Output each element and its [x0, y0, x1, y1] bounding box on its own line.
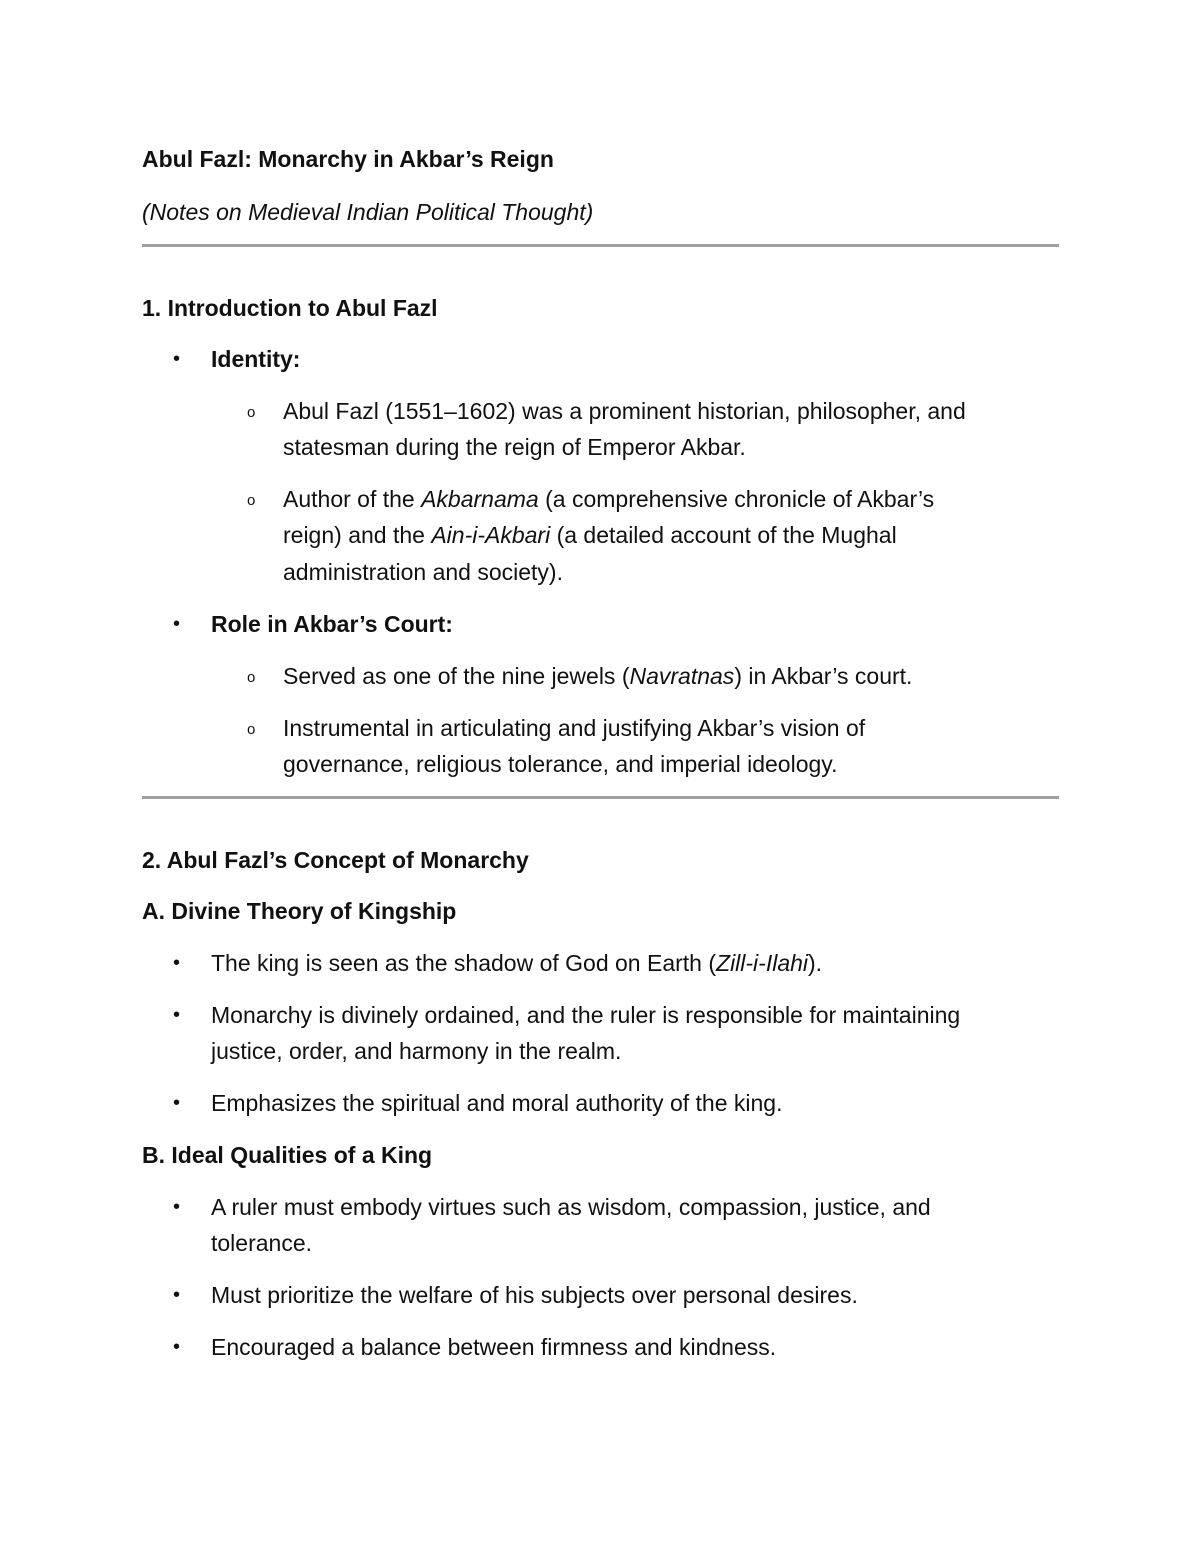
- subsection-heading-divine: A. Divine Theory of Kingship: [142, 898, 457, 924]
- section-heading-introduction: 1. Introduction to Abul Fazl: [142, 295, 438, 321]
- text-run: ) in Akbar’s court.: [734, 663, 913, 689]
- bullet-icon: •: [173, 1092, 181, 1114]
- list-item-text: statesman during the reign of Emperor Akbar.: [283, 434, 746, 460]
- list-item-text: [211, 948, 822, 978]
- horizontal-rule: [142, 244, 1059, 247]
- bullet-icon: •: [173, 1336, 181, 1358]
- list-item-text: Encouraged a balance between firmness and kindness.: [211, 1334, 777, 1360]
- subsection-heading-qualities: B. Ideal Qualities of a King: [142, 1142, 433, 1168]
- list-item-text: justice, order, and harmony in the realm.: [211, 1038, 622, 1064]
- horizontal-rule: [142, 796, 1059, 799]
- text-run: ).: [808, 950, 823, 976]
- identity-label: Identity:: [211, 346, 301, 372]
- text-run: Served as one of the nine jewels (: [283, 663, 630, 689]
- list-item-text: Instrumental in articulating and justifying Akbar’s vision of: [283, 715, 866, 741]
- document-title: Abul Fazl: Monarchy in Akbar’s Reign: [142, 146, 554, 172]
- term-navratnas: Navratnas: [629, 663, 735, 689]
- role-label: Role in Akbar’s Court:: [211, 611, 453, 637]
- bullet-icon: •: [173, 1004, 181, 1026]
- list-item-text: A ruler must embody virtues such as wisdom, compassion, justice, and: [211, 1194, 931, 1220]
- section-heading-concept: 2. Abul Fazl’s Concept of Monarchy: [142, 847, 529, 873]
- list-item-text: administration and society).: [283, 559, 563, 585]
- list-item-text: Must prioritize the welfare of his subjects over personal desires.: [211, 1282, 858, 1308]
- bullet-icon: •: [173, 613, 181, 635]
- list-item-text: Monarchy is divinely ordained, and the ruler is responsible for maintaining: [211, 1002, 961, 1028]
- list-item-text: governance, religious tolerance, and imperial ideology.: [283, 751, 838, 777]
- text-run: Author of the: [283, 486, 422, 512]
- term-zill-i-ilahi: Zill-i-Ilahi: [716, 950, 809, 976]
- text-run: reign) and the: [283, 522, 432, 548]
- bullet-icon: •: [173, 952, 181, 974]
- text-run: (a detailed account of the Mughal: [550, 522, 897, 548]
- text-run: The king is seen as the shadow of God on Earth (: [211, 950, 717, 976]
- sub-bullet-icon: o: [247, 721, 256, 738]
- book-title-ain-i-akbari: Ain-i-Akbari: [431, 522, 551, 548]
- sub-bullet-icon: o: [247, 492, 256, 509]
- bullet-icon: •: [173, 348, 181, 370]
- list-item-text: [283, 661, 912, 691]
- sub-bullet-icon: o: [247, 669, 256, 686]
- bullet-icon: •: [173, 1196, 181, 1218]
- list-item-text: tolerance.: [211, 1230, 313, 1256]
- sub-bullet-icon: o: [247, 404, 256, 421]
- list-item-text: [283, 520, 897, 550]
- list-item-text: [283, 484, 934, 514]
- text-run: (a comprehensive chronicle of Akbar’s: [538, 486, 935, 512]
- document-subtitle: (Notes on Medieval Indian Political Thought): [142, 199, 594, 225]
- bullet-icon: •: [173, 1284, 181, 1306]
- list-item-text: Abul Fazl (1551–1602) was a prominent historian, philosopher, and: [283, 398, 966, 424]
- list-item-text: Emphasizes the spiritual and moral authority of the king.: [211, 1090, 783, 1116]
- book-title-akbarnama: Akbarnama: [421, 486, 539, 512]
